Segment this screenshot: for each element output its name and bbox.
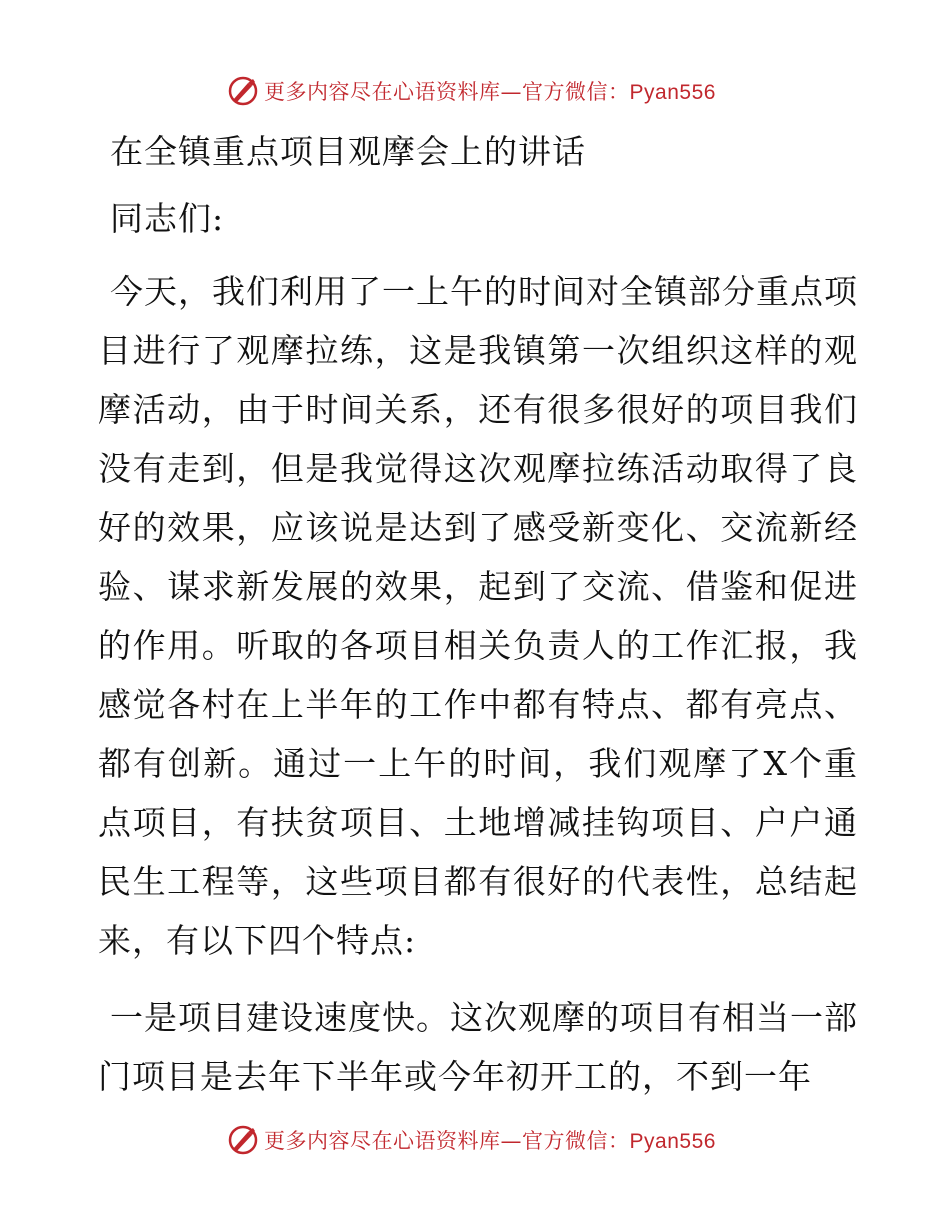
watermark-text: 更多内容尽在心语资料库—官方微信：Pyan556 — [264, 80, 716, 104]
paragraph: 一是项目建设速度快。这次观摩的项目有相当一部门项目是去年下半年或今年初开工的，不到一年 — [98, 998, 858, 1096]
pen-logo-icon — [226, 74, 260, 108]
paragraph: 今天，我们利用了一上午的时间对全镇部分重点项目进行了观摩拉练，这是我镇第一次组织这样的观摩活动，由于时间关系，还有很多很好的项目我们没有走到，但是我觉得这次观摩拉练活动取得了良好的效果，应该说是达到了感受新变化、交流新经验、谋求新发展的效果，起到了交流、借鉴和促进的作用。听取的各项目相关负责人的工作汇报，我感觉各村在上半年的工作中都有特点、都有亮点、都有创新。通过一上午的时间，我们观摩了X个重点项目，有扶贫项目、土地增减挂钩项目、户户通民生工程等，这些项目都有很好的代表性，总结起来，有以下四个特点: — [98, 272, 858, 960]
document-body — [98, 122, 858, 1106]
document-title: 在全镇重点项目观摩会上的讲话 — [110, 132, 586, 171]
salutation: 同志们: — [110, 199, 225, 238]
pen-logo-icon — [226, 1123, 260, 1157]
watermark-text: 更多内容尽在心语资料库—官方微信：Pyan556 — [264, 1129, 716, 1153]
header-watermark — [0, 71, 950, 111]
footer-watermark — [0, 1120, 950, 1160]
